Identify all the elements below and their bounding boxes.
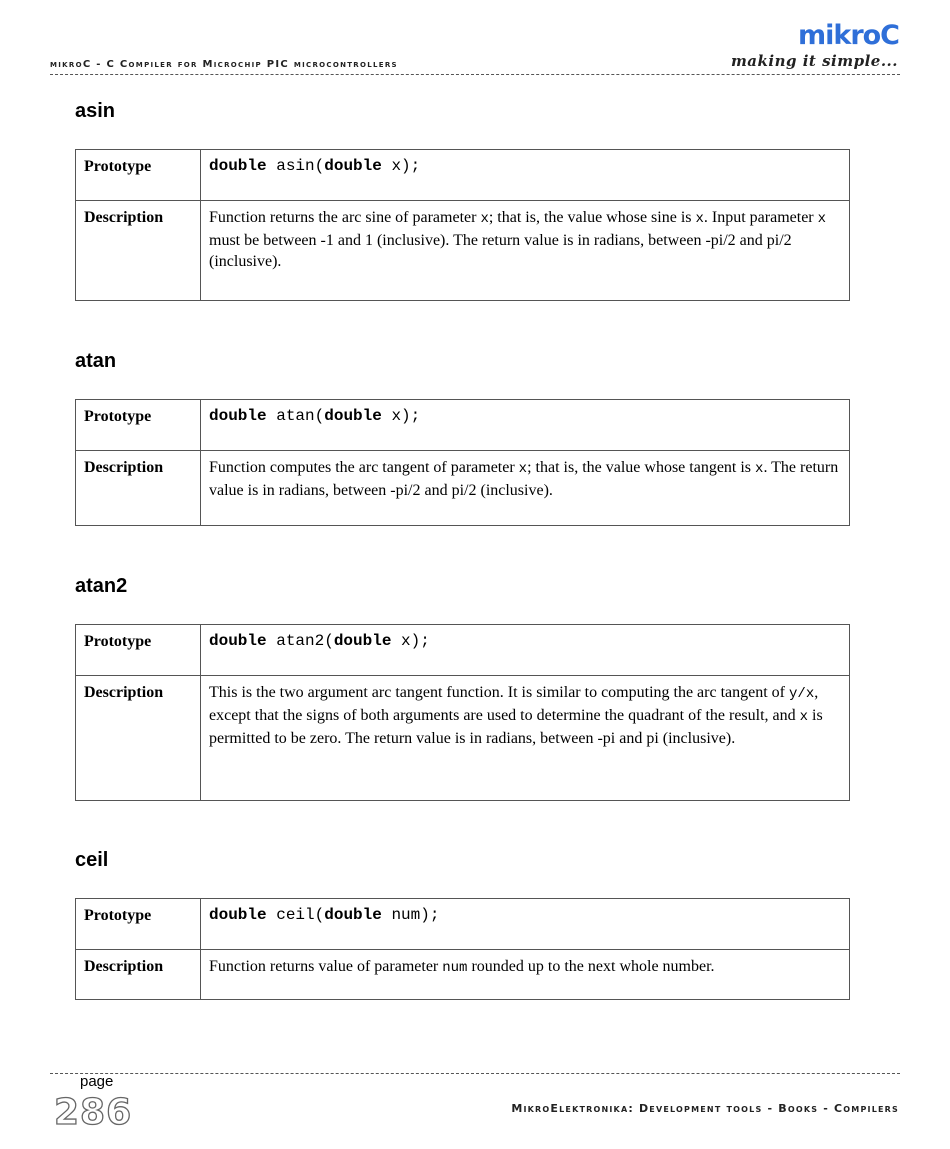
prototype-code: double ceil(double num); bbox=[201, 899, 850, 950]
page-label: page bbox=[80, 1073, 114, 1090]
function-table-atan bbox=[75, 399, 850, 526]
prototype-label: Prototype bbox=[76, 400, 201, 451]
description-label: Description bbox=[76, 950, 201, 1000]
prototype-code: double atan2(double x); bbox=[201, 625, 850, 676]
description-text: Function computes the arc tangent of parameter x; that is, the value whose tangent is x. The return value is in radians, between -pi/2 and pi/2 (inclusive). bbox=[201, 451, 850, 526]
prototype-code: double asin(double x); bbox=[201, 150, 850, 201]
header-title: mikroC - C Compiler for Microchip PIC microcontrollers bbox=[50, 59, 398, 70]
header-divider bbox=[50, 74, 900, 75]
prototype-label: Prototype bbox=[76, 150, 201, 201]
function-table-ceil bbox=[75, 898, 850, 1000]
section-title-ceil: ceil bbox=[75, 849, 109, 871]
publisher-tagline: MikroElektronika: Development tools - Books - Compilers bbox=[511, 1102, 899, 1115]
description-label: Description bbox=[76, 201, 201, 301]
section-title-atan: atan bbox=[75, 350, 117, 372]
footer-divider bbox=[50, 1073, 900, 1074]
prototype-label: Prototype bbox=[76, 899, 201, 950]
description-label: Description bbox=[76, 676, 201, 801]
function-table-asin bbox=[75, 149, 850, 301]
section-title-atan2: atan2 bbox=[75, 575, 128, 597]
mikroc-logo: mikroC bbox=[797, 20, 899, 51]
page-number: 286 bbox=[54, 1092, 133, 1133]
function-table-atan2 bbox=[75, 624, 850, 801]
description-text: This is the two argument arc tangent function. It is similar to computing the arc tangent of y/x, except that the signs of both arguments are used to determine the quadrant of the result, and x is permitted to be zero. The return value is in radians, between -pi and pi (inclusive). bbox=[201, 676, 850, 801]
prototype-label: Prototype bbox=[76, 625, 201, 676]
description-text: Function returns the arc sine of parameter x; that is, the value whose sine is x. Input parameter x must be between -1 and 1 (inclusive). The return value is in radians, between -pi/2 and pi/2 (inclusive). bbox=[201, 201, 850, 301]
description-label: Description bbox=[76, 451, 201, 526]
description-text: Function returns value of parameter num rounded up to the next whole number. bbox=[201, 950, 850, 1000]
section-title-asin: asin bbox=[75, 100, 116, 122]
prototype-code: double atan(double x); bbox=[201, 400, 850, 451]
slogan: making it simple... bbox=[730, 52, 898, 70]
